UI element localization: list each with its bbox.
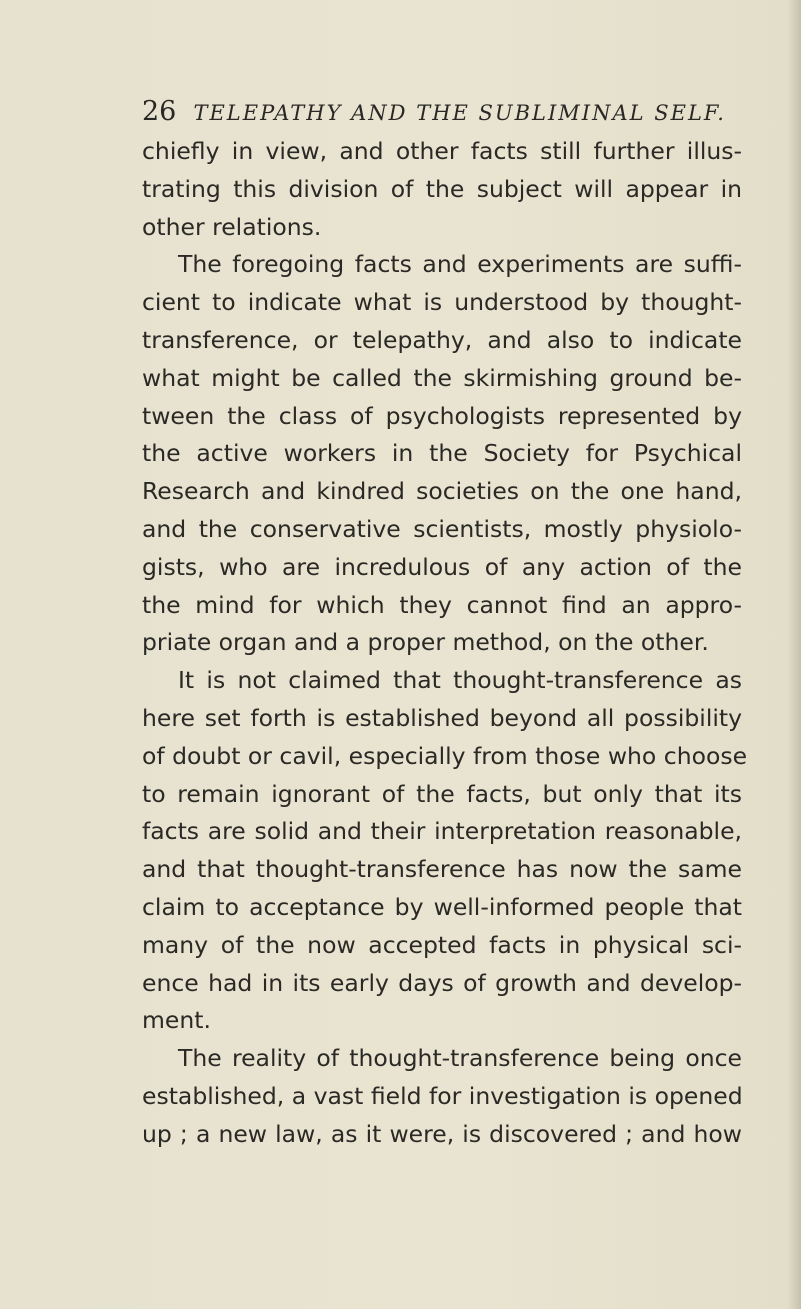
- text-line: to remain ignorant of the facts, but only that its: [142, 779, 742, 808]
- text-line: ment.: [142, 1006, 211, 1035]
- text-line: The reality of thought-transference being once: [178, 1044, 742, 1073]
- text-line: and the conservative scientists, mostly physiolo-: [142, 514, 742, 543]
- page-edge-shadow: [787, 0, 801, 1309]
- text-line: the mind for which they cannot find an appro-: [142, 590, 742, 619]
- text-line: claim to acceptance by well-informed people that: [142, 892, 742, 921]
- text-line: other relations.: [142, 212, 322, 241]
- text-line: established, a vast field for investigation is opened: [142, 1081, 743, 1110]
- text-line: chiefly in view, and other facts still further illus-: [142, 137, 742, 165]
- text-line: trating this division of the subject will appear in: [142, 174, 742, 203]
- text-line: cient to indicate what is understood by thought-: [142, 288, 742, 317]
- text-line: the active workers in the Society for Psychical: [142, 439, 742, 468]
- text-line: The foregoing facts and experiments are suffi-: [178, 250, 742, 279]
- text-line: what might be called the skirmishing ground be-: [142, 363, 742, 392]
- text-line: transference, or telepathy, and also to indicate: [142, 325, 742, 354]
- running-head: [142, 96, 762, 126]
- text-line: of doubt or cavil, especially from those who choose: [142, 741, 748, 770]
- text-line: up ; a new law, as it were, is discovered ; and how: [142, 1119, 742, 1148]
- body-text: [142, 133, 748, 1154]
- text-line: ence had in its early days of growth and develop-: [142, 968, 742, 997]
- text-line: here set forth is established beyond all possibility: [142, 703, 742, 732]
- running-head-title: TELEPATHY AND THE SUBLIMINAL SELF.: [193, 101, 726, 125]
- text-line: many of the now accepted facts in physical sci-: [142, 930, 742, 959]
- text-line: facts are solid and their interpretation reasonable,: [142, 817, 742, 846]
- text-line: priate organ and a proper method, on the other.: [142, 628, 709, 657]
- text-line: It is not claimed that thought-transference as: [178, 666, 742, 695]
- text-line: Research and kindred societies on the one hand,: [142, 477, 742, 506]
- text-line: gists, who are incredulous of any action of the: [142, 552, 742, 581]
- page-number: 26: [142, 96, 177, 127]
- text-line: tween the class of psychologists represented by: [142, 401, 742, 430]
- text-line: and that thought-transference has now the same: [142, 855, 742, 884]
